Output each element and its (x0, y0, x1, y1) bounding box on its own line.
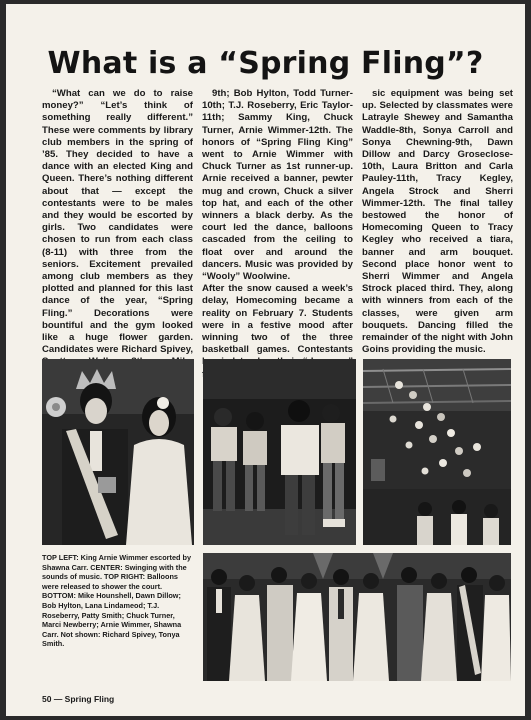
photo-caption: TOP LEFT: King Arnie Wimmer escorted by Shawna Carr. CENTER: Swinging with the sounds of music. TOP RIGHT: Balloons were released to shower the court. BOTTOM: Mike Hounshell, Dawn Dillow; Bob Hylton, Lana Lindameod; T.J. Roseberry, Patty Smith; Chuck Turner, Marci Newberry; Arnie Wimmer, Shawna Carr. Not shown: Richard Spivey, Tonya Smith. (42, 553, 192, 649)
photo-king-and-escort-image (42, 359, 194, 545)
photo-dancing-students (203, 359, 356, 545)
photo-court-group (203, 553, 511, 681)
photo-court-group-image (203, 553, 511, 681)
yearbook-page (6, 4, 525, 716)
article-column-2: 9th; Bob Hylton, Todd Turner-10th; T.J. Roseberry, Eric Taylor-11th; Sammy King, Chuck Turner, Arnie Wimmer-12th. The honors of “Spring Fling King” went to Arnie Wimmer with Chuck Turner as 1st runner-up. Arnie received a banner, pewter mug and crown, Chuck a silver top hat, and each of the other winners a black derby. As the court led the dance, balloons cascaded from the ceiling to float over and around the dancers. Music was provided by “Wooly” Woolwine. After the snow caused a week’s delay, Homecoming became a reality on February 7. Students were in a festive mood after winning two of the three basketball games. Contestants (202, 88, 353, 356)
photo-dancing-students-image (203, 359, 356, 545)
photo-balloon-release-image (363, 359, 511, 545)
page-title: What is a “Spring Fling”? (47, 46, 484, 81)
photo-king-and-escort (42, 359, 194, 545)
article-column-1: “What can we do to raise money?” “Let’s think of something really different.” These were comments by library club members in the spring of ’85. They decided to have a dance with an elected King and Queen. There’s nothing different about that — except the contestants were to be males and they would be escorted by girls. Two candidates were chosen to run from each class (8-11) with three from the seniors. Excitement prevailed among club members as they plotted and planned for this last dance of the year, “Spring Fling.” Decorations were bountiful and the gym looked like a huge flower garden. Candidates were Richard Spivey, (42, 88, 193, 356)
page-footer: 50 — Spring Fling (42, 694, 115, 704)
photo-balloon-release (363, 359, 511, 545)
article-column-3: sic equipment was being set up. Selected by classmates were Latrayle Shewey and Samantha Waddle-8th, Sonya Carroll and Sonya Chewning-9th, Dawn Dillow and Darcy Groseclose-10th, Laura Britton and Carla Pauley-11th, Tracy Kegley, Angela Strock and Sherri Wimmer-12th. The final talley bestowed the honor of Homecoming Queen to Tracy Kegley who received a tiara, banner and arm bouquet. Second place honor went to Sherri Wimmer and Angela Strock placed third. They, along with winners from each of the classes, were given arm bouquets. Dancing filled the remainder of the night with John Goins providing the music. (362, 88, 513, 356)
